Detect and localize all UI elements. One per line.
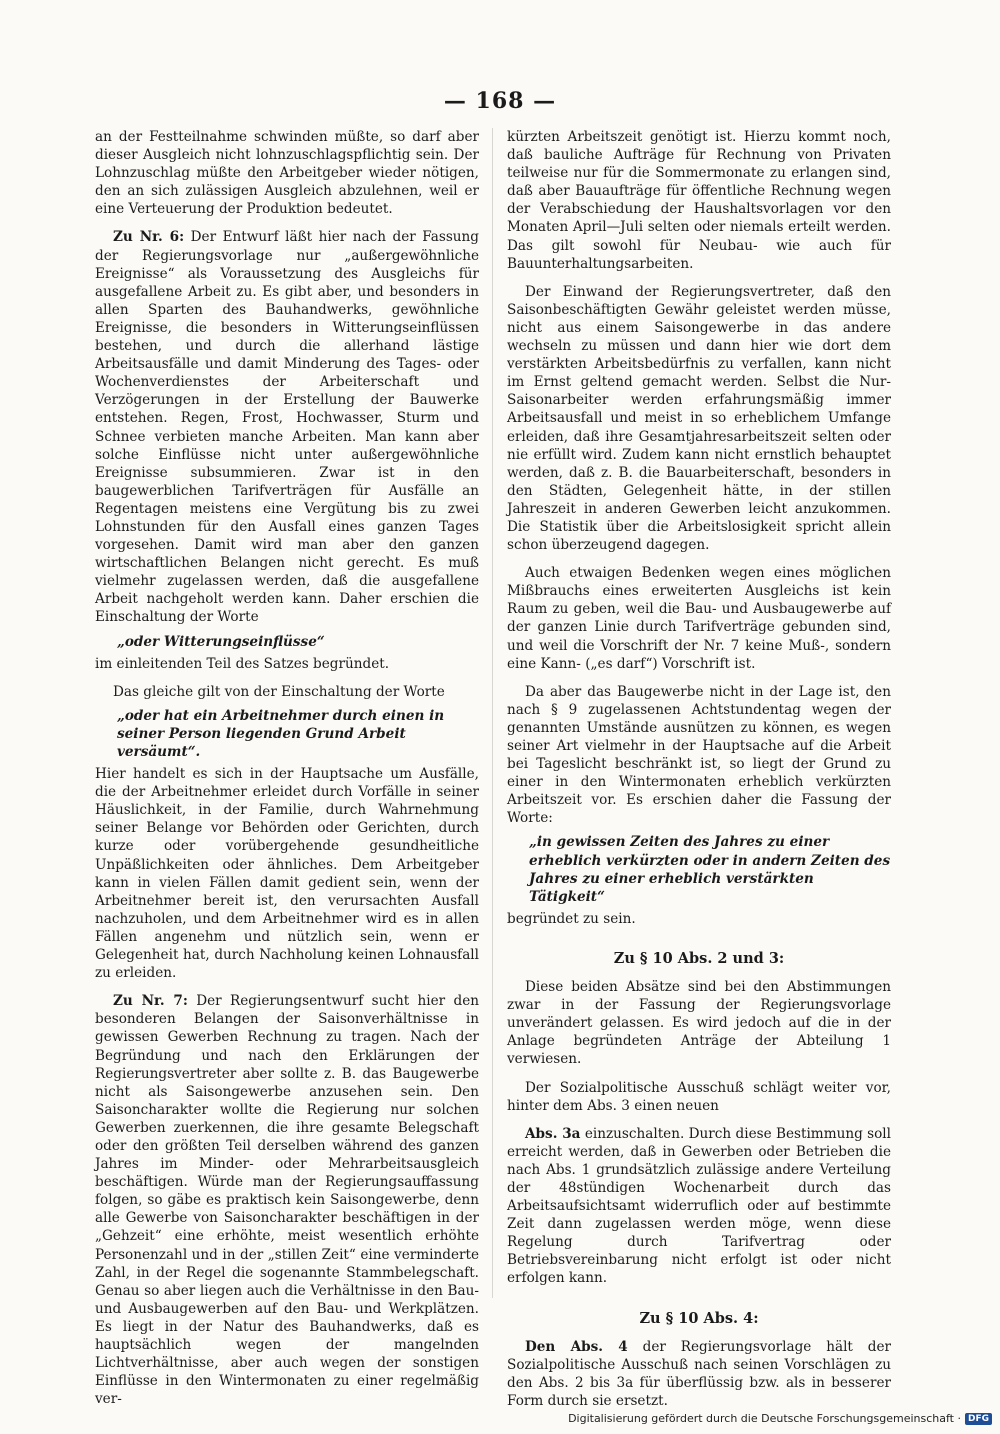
paragraph: [507, 1125, 891, 1288]
section-lead: Abs. 3a: [525, 1125, 581, 1142]
quoted-phrase: „oder Witterungseinflüsse“: [117, 633, 325, 650]
section-heading: Zu § 10 Abs. 2 und 3:: [613, 949, 785, 967]
digitization-footer: [568, 1412, 992, 1425]
paragraph: Der Einwand der Regierungsvertreter, daß den Saisonbeschäftigten Gewähr geleistet werden müsse, nicht aus einem Saisongewerbe in das andere wechseln zu müssen und dann hier wie dort dem verstärkten Arbeitsbedürfnis zu verfallen, kann nicht im Ernst geltend gemacht werden. Selbst die Nur-Saisonarbeiter werden erfahrungsmäßig immer Arbeitsausfall und meist in so erheblichem Umfange erleiden, daß ihre Gesamtjahresarbeitszeit selten oder nie erfüllt wird. Zudem kann nicht ernstlich behauptet werden, daß z. B. die Bauarbeiterschaft, besonders in den Städten, Gelegenheit hätte, in der stillen Jahreszeit in anderen Gewerben leicht anzukommen. Die Statistik über die Arbeitslosigkeit spricht allein schon überzeugend dagegen.: [507, 283, 891, 554]
paragraph: Das gleiche gilt von der Einschaltung der Worte: [113, 683, 445, 700]
paragraph-text: der Regierungsvorlage hält der Sozialpolitische Ausschuß nach seinen Vorschlägen zu den Abs. 2 bis 3a für überflüssig bzw. als in besserer Form durch sie ersetzt.: [507, 1338, 891, 1409]
paragraph: [95, 228, 479, 626]
paragraph: begründet zu sein.: [507, 910, 636, 927]
right-column: [507, 128, 891, 1410]
footer-text: Digitalisierung gefördert durch die Deutsche Forschungsgemeinschaft ·: [568, 1412, 961, 1425]
paragraph: Diese beiden Absätze sind bei den Abstimmungen zwar in der Fassung der Regierungsvorlage unverändert gelassen. Es wird jedoch auf die in der Anlage begründeten Anträge der Abteilung 1 verwiesen.: [507, 979, 891, 1068]
left-column: [95, 128, 479, 1408]
section-lead: Zu Nr. 6:: [113, 229, 185, 246]
paragraph: [95, 992, 479, 1408]
quoted-phrase: „oder hat ein Arbeitnehmer durch einen in seiner Person liegenden Grund Arbeit versäumt“.: [117, 707, 445, 760]
paragraph: [507, 1338, 891, 1410]
paragraph: Auch etwaigen Bedenken wegen eines möglichen Mißbrauchs eines erweiterten Ausgleichs ist kein Raum zu geben, weil die Bau- und Ausbaugewerbe auf der ganzen Linie durch Tarifverträge gebunden sind, und weil die Vorschrift der Nr. 7 keine Muß-, sondern eine Kann- („es darf“) Vorschrift ist.: [507, 565, 891, 672]
section-lead: Zu Nr. 7:: [113, 993, 188, 1010]
paragraph: Da aber das Baugewerbe nicht in der Lage ist, den nach § 9 zugelassenen Achtstundentag wegen der genannten Umstände ausnützen zu können, es wegen seiner Art vielmehr in der Hauptsache auf die Arbeit bei Tageslicht beschränkt ist, so liegt der Grund zu einer in den Wintermonaten erheblich verkürzten Arbeitszeit vor. Es erschien daher die Fassung der Worte:: [507, 683, 891, 827]
page-number: — 168 —: [443, 88, 557, 114]
paragraph-text: Der Regierungsentwurf sucht hier den besonderen Belangen der Saisonverhältnisse in gewissen Gewerben Rechnung zu tragen. Nach der Begründung und nach den Erklärungen der Regierungsvertreter aber sollte z. B. das Baugewerbe nicht als Saisongewerbe anzusehen sein. Den Saisoncharakter wollte die Regierung nur solchen Gewerben zuerkennen, die ihre gesamte Belegschaft oder den größten Teil derselben während des ganzen Jahres im Minder- oder Mehrarbeitsausgleich beschäftigen. Würde man der Regierungsauffassung folgen, so gäbe es praktisch kein Saisongewerbe, denn alle Gewerbe von Saisoncharakter beschäftigen in der „Gehzeit“ eine erhöhte, meist wesentlich erhöhte Personenzahl und in der „stillen Zeit“ eine verminderte Zahl, in der Regel die sogenannte Stammbelegschaft. Genau so aber liegen auch die Verhältnisse in den Bau- und Ausbaugewerben auf den Bau- und Werkplätzen. Es liegt in der Natur des Bauhandwerks, daß es hauptsächlich wegen der mangelnden Lichtverhältnisse, aber auch wegen der sonstigen Einflüsse in den Wintermonaten zu einer regelmäßig ver-: [95, 993, 479, 1408]
paragraph: Der Sozialpolitische Ausschuß schlägt weiter vor, hinter dem Abs. 3 einen neuen: [507, 1079, 891, 1114]
dfg-logo-icon: DFG: [965, 1413, 992, 1425]
paragraph: kürzten Arbeitszeit genötigt ist. Hierzu kommt noch, daß bauliche Aufträge für Rechnung von Privaten teilweise nur für die Sommermonate zu erlangen sind, daß aber Bauaufträge für öffentliche Rechnung wegen der Verabschiedung der Haushaltsvorlagen vor den Monaten April—Juli selten oder niemals erteilt werden. Das gilt sowohl für Neubau- wie auch für Bauunterhaltungsarbeiten.: [507, 129, 891, 272]
paragraph: Hier handelt es sich in der Hauptsache um Ausfälle, die der Arbeitnehmer erleidet durch Vorfälle in seiner Häuslichkeit, in der Familie, durch Wahrnehmung seiner Belange vor Behörden oder Gerichten, durch kurze oder vorübergehende gesundheitliche Unpäßlichkeiten oder ähnliches. Dem Arbeitgeber kann in vielen Fällen damit gedient sein, wenn der Arbeitnehmer bereit ist, den verursachten Ausfall nachzuholen, und dem Arbeitnehmer wird es in allen Fällen angenehm und nützlich sein, wenn er Gelegenheit hat, durch Nachholung keinen Lohnausfall zu erleiden.: [95, 766, 479, 982]
paragraph-text: Der Entwurf läßt hier nach der Fassung der Regierungsvorlage nur „außergewöhnliche Ereignisse“ als Voraussetzung des Ausgleichs für ausgefallene Arbeit zu. Es gibt aber, und besonders in allen Sparten des Bauhandwerks, gewöhnliche Ereignisse, die besonders in Witterungseinflüssen bestehen, und durch die allerhand lästige Arbeitsausfälle und damit Minderung des Tages- oder Wochenverdienstes der Arbeiterschaft und Verzögerungen in der Erstellung der Bauwerke entstehen. Regen, Frost, Hochwasser, Sturm und Schnee verbieten manche Arbeiten. Man kann aber solche Einflüsse nicht unter außergewöhnliche Ereignisse subsummieren. Zwar ist in den baugewerblichen Tarifverträgen für Ausfälle an Regentagen meistens eine Vergütung bis zu zwei Lohnstunden für den Ausfall eines ganzen Tages vorgesehen. Damit wird man aber den ganzen wirtschaftlichen Belangen nicht gerecht. Es muß vielmehr zugelassen werden, daß die ausgefallene Arbeit nachgeholt werden kann. Daher erschien die Einschaltung der Worte: [95, 229, 480, 626]
paragraph: im einleitenden Teil des Satzes begründet.: [95, 655, 390, 672]
section-heading: Zu § 10 Abs. 4:: [639, 1309, 759, 1327]
paragraph: an der Festteilnahme schwinden müßte, so darf aber dieser Ausgleich nicht lohnzuschlagspflichtig sein. Der Lohnzuschlag müßte den Arbeitgeber wieder nötigen, den an sich zulässigen Ausgleich abzulehnen, weil er eine Verteuerung der Produktion bedeutet.: [95, 129, 479, 218]
column-divider: [492, 128, 493, 1298]
section-lead: Den Abs. 4: [525, 1338, 628, 1355]
quoted-phrase: „in gewissen Zeiten des Jahres zu einer erheblich verkürzten oder in andern Zeiten des Jahres zu einer erheblich verstärkten Tätigkeit“: [529, 834, 891, 905]
paragraph-text: einzuschalten. Durch diese Bestimmung soll erreicht werden, daß in Gewerben oder Betrieben die nach Abs. 1 grundsätzlich zulässige andere Verteilung der 48stündigen Wochenarbeit durch das Arbeitsaufsichtsamt widerruflich oder auf bestimmte Zeit dann zugelassen werden möge, wenn diese Regelung durch Tarifvertrag oder Betriebsvereinbarung nicht erfolgt ist oder nicht erfolgen kann.: [507, 1125, 892, 1287]
